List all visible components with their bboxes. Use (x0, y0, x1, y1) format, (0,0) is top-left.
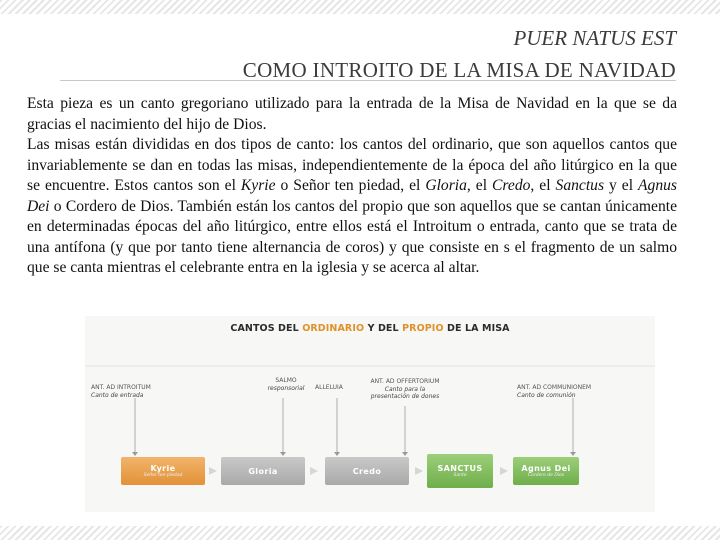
box-label: Agnus Dei (521, 464, 571, 473)
decorative-stripe-top (0, 0, 720, 14)
propio-label (91, 384, 181, 399)
box-sub: Cordero de Dios (527, 473, 565, 478)
text-run: Las misas están divididas en dos tipos de canto: los cantos del ordinario, que son aquellos cantos que invariablemente se dan en todas las misas, independientemente de la época del año litúrgico en la que se encuentre. Estos cantos son el (27, 136, 677, 194)
diagram-title-ordinario: ORDINARIO (302, 323, 365, 334)
title-line-1: PUER NATUS EST (513, 26, 676, 50)
diagram-title (85, 323, 655, 334)
propio-label-sub: Canto de comunión (517, 391, 576, 399)
box-sub: Santo (453, 473, 467, 478)
decorative-stripe-bottom (0, 526, 720, 540)
ordinario-box-gloria (221, 457, 305, 485)
propio-label (261, 377, 311, 392)
title-divider (60, 80, 676, 81)
ordinario-box-credo (325, 457, 409, 485)
propio-label (315, 384, 365, 392)
term-sanctus: Sanctus (555, 177, 605, 194)
propio-label-title: ANT. AD INTROITUM (91, 384, 151, 391)
propio-label (517, 384, 617, 399)
text-run: , el (466, 177, 493, 194)
box-label: Kyrie (150, 464, 176, 473)
propio-label (365, 378, 445, 401)
diagram-title-part: Y DEL (364, 323, 403, 334)
diagram-title-part: CANTOS DEL (230, 323, 303, 334)
slide-title (243, 22, 676, 86)
propio-label-title: ANT. AD OFFERTORIUM (370, 378, 440, 385)
text-run: o Señor ten piedad, el (275, 177, 426, 194)
diagram-title-propio: PROPIO (402, 323, 444, 334)
mass-chants-diagram (85, 316, 655, 512)
term-credo: Credo (492, 177, 531, 194)
title-line-2: COMO INTROITO DE LA MISA DE NAVIDAD (242, 58, 676, 82)
box-sub: Señor ten piedad (143, 473, 183, 478)
text-run: o Cordero de Dios. También están los cantos del propio que son aquellos que se cantan únicamente en determinadas épocas del año litúrgico, entre ellos está el Introitum o entrada, canto que se trata de una antífona (y que por tanto tiene alternancia de coros) y que consiste en s el fragmento de un salmo que se canta mientras el celebrante entra en la iglesia y se acerca al altar. (27, 197, 677, 276)
propio-label-title: ANT. AD COMMUNIONEM (517, 384, 592, 391)
propio-label-sub: Canto de entrada (91, 391, 144, 399)
box-label: Gloria (248, 466, 278, 476)
propio-label-sub: Canto para la presentación de dones (370, 385, 440, 400)
propio-label-title: SALMO (275, 377, 297, 384)
diagram-title-part: DE LA MISA (443, 323, 510, 334)
term-gloria: Gloria (425, 177, 467, 194)
term-kyrie: Kyrie (240, 177, 276, 194)
term-agnus-dei: Agnus Dei (27, 177, 677, 215)
text-run: , el (530, 177, 556, 194)
box-label: SANCTUS (437, 464, 483, 473)
ordinario-box-agnus-dei (513, 457, 579, 485)
paragraph-2 (27, 135, 677, 279)
body-text (27, 94, 677, 279)
propio-label-title: ALLELUIA (315, 384, 343, 391)
box-label: Credo (352, 466, 382, 476)
ordinario-box-sanctus (427, 454, 493, 488)
paragraph-1: Esta pieza es un canto gregoriano utilizado para la entrada de la Misa de Navidad en la que se da gracias el nacimiento del hijo de Dios. (27, 95, 677, 133)
text-run: y el (604, 177, 639, 194)
ordinario-box-kyrie (121, 457, 205, 485)
propio-label-sub: responsorial (267, 384, 305, 392)
